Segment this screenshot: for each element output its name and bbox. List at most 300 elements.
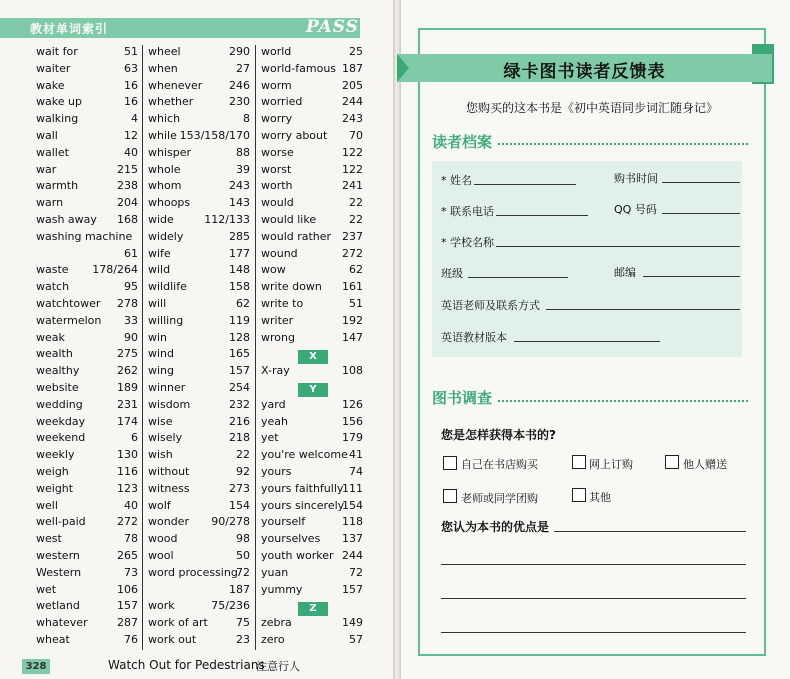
index-word: worst	[261, 162, 292, 176]
index-entry	[148, 314, 250, 330]
index-entry	[148, 549, 250, 565]
advantages-answer-line-3[interactable]	[441, 598, 746, 599]
index-entry	[36, 347, 138, 363]
index-entry	[261, 45, 363, 61]
index-entry	[148, 347, 250, 363]
index-word: watchtower	[36, 297, 101, 310]
index-word: wool	[148, 549, 174, 562]
index-entry	[36, 62, 138, 78]
index-page-ref: 118	[342, 515, 363, 529]
index-word: wild	[148, 263, 171, 277]
index-entry	[261, 280, 363, 296]
index-word: weigh	[36, 465, 69, 478]
index-word: yuan	[261, 565, 289, 579]
book-survey-heading: 图书调查	[432, 389, 493, 407]
index-page-ref: 161	[342, 280, 363, 294]
index-entry	[148, 633, 250, 649]
footer-chinese: 注意行人	[256, 660, 300, 673]
index-page-ref: 154	[229, 498, 250, 512]
footer-english: Watch Out for Pedestrians	[108, 658, 265, 672]
index-word: wildlife	[148, 280, 187, 294]
index-page-ref: 187	[342, 61, 363, 75]
index-entry	[261, 196, 363, 212]
index-entry	[261, 79, 363, 95]
letter-heading-y: Y	[298, 383, 328, 397]
index-entry	[261, 566, 363, 582]
index-page-ref: 75/236	[211, 599, 250, 613]
index-word: whisper	[148, 145, 192, 159]
index-word: wet	[36, 582, 57, 596]
option-bookstore-label: 自己在书店购买	[461, 458, 538, 471]
index-word: would rather	[261, 229, 332, 243]
index-word: win	[148, 330, 168, 344]
index-entry	[36, 599, 138, 615]
index-page-ref: 39	[236, 162, 250, 176]
column-divider-2	[255, 45, 256, 650]
index-page-ref: 90	[124, 330, 138, 344]
index-word: warn	[36, 196, 64, 210]
index-word: wish	[148, 448, 173, 462]
index-page-ref: 254	[229, 381, 250, 394]
index-entry	[261, 95, 363, 111]
option-group-purchase-checkbox[interactable]	[443, 489, 457, 503]
index-page-ref: 12	[124, 129, 138, 142]
index-page-ref: 189	[117, 381, 138, 394]
index-entry	[261, 112, 363, 128]
index-word: work out	[148, 633, 197, 646]
index-page-ref: 165	[229, 347, 250, 361]
index-word: wind	[148, 347, 175, 361]
index-page-ref: 16	[124, 78, 138, 92]
index-entry	[261, 163, 363, 179]
index-entry	[148, 448, 250, 464]
index-word: website	[36, 381, 79, 394]
index-entry	[148, 196, 250, 212]
index-word: wealthy	[36, 364, 80, 378]
index-word: wisdom	[148, 397, 191, 411]
index-word: wrong	[261, 330, 295, 344]
index-page-ref: 74	[349, 465, 363, 478]
index-word: walking	[36, 112, 79, 126]
index-entry	[261, 532, 363, 548]
index-page-ref: 22	[349, 196, 363, 210]
index-word: worth	[261, 179, 293, 193]
index-entry	[148, 599, 250, 615]
index-page-ref: 116	[117, 465, 138, 478]
index-word: whoops	[148, 196, 191, 210]
index-word: wall	[36, 129, 58, 142]
index-word: word processing	[148, 565, 238, 579]
index-word: well-paid	[36, 515, 86, 529]
index-entry	[148, 95, 250, 111]
index-page-ref: 290	[229, 45, 250, 58]
index-entry	[261, 465, 363, 481]
index-entry	[36, 549, 138, 565]
index-word: will	[148, 297, 167, 310]
index-word: whole	[148, 162, 181, 176]
index-page-ref: 156	[342, 414, 363, 428]
index-entry	[261, 297, 363, 313]
index-entry	[148, 213, 250, 229]
index-word: write down	[261, 280, 322, 294]
index-word: yard	[261, 397, 286, 411]
index-page-ref: 232	[229, 397, 250, 411]
index-entry	[261, 633, 363, 649]
index-page-ref: 72	[236, 565, 250, 579]
index-entry	[148, 566, 250, 582]
index-header-title: 教材单词索引	[30, 22, 109, 36]
index-word: wolf	[148, 498, 171, 512]
index-word: yours faithfully	[261, 481, 344, 495]
index-word: world-famous	[261, 61, 337, 75]
index-word: worry about	[261, 129, 328, 142]
index-page-ref: 51	[124, 45, 138, 58]
index-entry	[36, 583, 138, 599]
index-word: worse	[261, 145, 294, 159]
index-entry	[36, 633, 138, 649]
index-page-ref: 265	[117, 549, 138, 562]
index-word: worry	[261, 112, 293, 126]
index-entry	[261, 549, 363, 565]
index-entry	[36, 129, 138, 145]
index-entry	[36, 381, 138, 397]
index-word: work of art	[148, 616, 208, 630]
index-page-ref: 22	[236, 448, 250, 462]
index-entry	[36, 263, 138, 279]
index-word: waiter	[36, 61, 71, 75]
index-page-ref: 108	[342, 364, 363, 378]
index-word: wife	[148, 246, 171, 260]
index-word: worm	[261, 78, 292, 92]
phone-field[interactable]	[496, 215, 588, 216]
index-page-ref: 215	[117, 162, 138, 176]
index-entry	[261, 616, 363, 632]
index-page-ref: 275	[117, 347, 138, 361]
index-page-ref: 137	[342, 532, 363, 546]
advantages-answer-line-4[interactable]	[441, 632, 746, 633]
index-word: witness	[148, 481, 190, 495]
index-page-ref: 63	[124, 61, 138, 75]
index-word: wisely	[148, 431, 183, 445]
index-page-ref: 70	[349, 129, 363, 142]
reader-profile-panel	[432, 161, 742, 357]
index-word: weekly	[36, 448, 75, 462]
index-entry	[148, 79, 250, 95]
index-entry	[261, 499, 363, 515]
index-entry	[36, 280, 138, 296]
index-word: weekend	[36, 431, 86, 445]
index-word: zero	[261, 633, 285, 646]
index-page-ref: 27	[236, 61, 250, 75]
index-page-ref: 278	[117, 297, 138, 310]
index-word: western	[36, 549, 80, 562]
index-entry	[36, 364, 138, 380]
index-page-ref: 16	[124, 95, 138, 109]
reader-profile-divider	[498, 143, 748, 145]
index-entry	[148, 230, 250, 246]
index-word: whenever	[148, 78, 203, 92]
index-page-ref: 147	[342, 330, 363, 344]
index-page-ref: 143	[229, 196, 250, 210]
index-word: warmth	[36, 179, 79, 193]
index-word: widely	[148, 229, 184, 243]
index-page-ref: 41	[349, 448, 363, 462]
index-word: wake	[36, 78, 65, 92]
index-page-ref: 76	[124, 633, 138, 646]
advantages-answer-line-1[interactable]	[554, 531, 746, 532]
option-bookstore-checkbox[interactable]	[443, 456, 457, 470]
index-word: waste	[36, 263, 69, 277]
postcode-label: 邮编	[614, 266, 636, 279]
index-page-ref: 8	[243, 112, 250, 126]
class-field[interactable]	[468, 277, 568, 278]
index-word: world	[261, 45, 292, 58]
index-word: weight	[36, 481, 74, 495]
index-page-ref: 158	[229, 280, 250, 294]
index-word: whether	[148, 95, 194, 109]
index-entry	[148, 583, 250, 599]
index-page-ref: 122	[342, 162, 363, 176]
index-page-ref: 33	[124, 313, 138, 327]
postcode-field[interactable]	[643, 276, 740, 277]
index-page-ref: 126	[342, 397, 363, 411]
index-entry	[36, 196, 138, 212]
index-entry	[261, 431, 363, 447]
index-entry	[36, 314, 138, 330]
index-page-ref: 75	[236, 616, 250, 630]
index-entry	[36, 532, 138, 548]
index-entry	[148, 364, 250, 380]
option-gift-checkbox[interactable]	[665, 455, 679, 469]
purchase-time-label: 购书时间	[614, 172, 658, 185]
index-word: wing	[148, 364, 175, 378]
index-entry	[148, 532, 250, 548]
index-entry	[261, 398, 363, 414]
feedback-form-title: 绿卡图书读者反馈表	[503, 62, 666, 82]
teacher-contact-field[interactable]	[546, 309, 740, 310]
index-page-ref: 40	[124, 498, 138, 512]
index-page-ref: 157	[342, 582, 363, 596]
index-word: wood	[148, 532, 178, 546]
school-field[interactable]	[496, 246, 740, 247]
index-entry	[36, 566, 138, 582]
index-entry	[148, 499, 250, 515]
option-online-checkbox[interactable]	[572, 455, 586, 469]
index-page-ref: 130	[117, 448, 138, 462]
index-page-ref: 187	[229, 582, 250, 596]
page-number: 328	[22, 659, 50, 674]
index-entry	[261, 179, 363, 195]
index-page-ref: 262	[117, 364, 138, 378]
letter-heading-x: X	[298, 350, 328, 364]
index-page-ref: 231	[117, 397, 138, 411]
index-page-ref: 123	[117, 481, 138, 495]
index-word: wheel	[148, 45, 181, 58]
index-word: watch	[36, 280, 70, 294]
option-other-label: 其他	[589, 491, 611, 504]
index-page-ref: 273	[229, 481, 250, 495]
index-word: which	[148, 112, 181, 126]
index-page-ref: 72	[349, 565, 363, 579]
index-word: wheat	[36, 633, 70, 646]
index-entry	[148, 263, 250, 279]
index-entry	[36, 431, 138, 447]
index-page-ref: 178/264	[92, 263, 138, 277]
index-word: wound	[261, 246, 298, 260]
qq-field[interactable]	[662, 213, 740, 214]
index-page-ref: 246	[229, 78, 250, 92]
index-word: yours	[261, 465, 292, 478]
advantages-answer-line-2[interactable]	[441, 564, 746, 565]
book-gutter	[393, 0, 401, 679]
index-word: yummy	[261, 582, 303, 596]
index-page-ref: 243	[342, 112, 363, 126]
index-entry	[36, 515, 138, 531]
index-page-ref: 50	[236, 549, 250, 562]
index-entry	[36, 230, 138, 246]
index-entry	[261, 331, 363, 347]
index-entry	[261, 415, 363, 431]
index-page-ref: 218	[229, 431, 250, 445]
index-entry	[148, 163, 250, 179]
index-word: weekday	[36, 414, 86, 428]
index-page-ref: 272	[342, 246, 363, 260]
index-page-ref: 73	[124, 565, 138, 579]
index-word: yours sincerely	[261, 498, 345, 512]
index-entry	[148, 179, 250, 195]
index-entry	[148, 398, 250, 414]
index-entry	[148, 616, 250, 632]
purchase-time-field[interactable]	[662, 182, 740, 183]
index-page-ref: 62	[236, 297, 250, 310]
index-word: wallet	[36, 145, 69, 159]
index-page-ref: 88	[236, 145, 250, 159]
index-word: Western	[36, 565, 82, 579]
pass-logo: PASS	[306, 17, 359, 37]
option-online-label: 网上订购	[589, 458, 633, 471]
index-word: whom	[148, 179, 182, 193]
index-entry	[148, 146, 250, 162]
index-word: west	[36, 532, 62, 546]
index-page-ref: 243	[229, 179, 250, 193]
index-page-ref: 154	[342, 498, 363, 512]
school-label: * 学校名称	[441, 236, 494, 249]
index-word: washing machine	[36, 229, 133, 243]
index-word: wise	[148, 414, 173, 428]
index-page-ref: 238	[117, 179, 138, 193]
index-word: wait for	[36, 45, 78, 58]
textbook-version-field[interactable]	[514, 341, 660, 342]
index-entry	[36, 45, 138, 61]
index-entry	[261, 314, 363, 330]
index-entry	[36, 146, 138, 162]
index-page-ref: 192	[342, 313, 363, 327]
index-entry	[261, 364, 363, 380]
index-entry	[36, 499, 138, 515]
index-entry	[148, 62, 250, 78]
index-entry	[36, 163, 138, 179]
phone-label: * 联系电话	[441, 205, 494, 218]
index-page-ref: 119	[229, 313, 250, 327]
feedback-form-subtitle: 您购买的这本书是《初中英语同步词汇随身记》	[465, 101, 718, 115]
index-page-ref: 157	[117, 599, 138, 613]
index-word: would like	[261, 213, 317, 226]
index-entry	[148, 247, 250, 263]
index-entry	[36, 79, 138, 95]
index-entry	[148, 415, 250, 431]
index-page-ref: 230	[229, 95, 250, 109]
index-word: zebra	[261, 616, 292, 630]
index-word: weak	[36, 330, 65, 344]
index-page-ref: 6	[131, 431, 138, 445]
index-word: yourselves	[261, 532, 321, 546]
name-field[interactable]	[474, 184, 576, 185]
option-gift-label: 他人赠送	[683, 458, 727, 471]
index-word: without	[148, 465, 190, 478]
index-word: yet	[261, 431, 279, 445]
index-entry	[148, 112, 250, 128]
index-word: well	[36, 498, 58, 512]
index-page-ref: 244	[342, 549, 363, 562]
index-word: wake up	[36, 95, 82, 109]
index-page-ref: 216	[229, 414, 250, 428]
index-word: worried	[261, 95, 303, 109]
index-page-ref: 128	[229, 330, 250, 344]
index-page-ref: 111	[342, 481, 363, 495]
index-page-ref: 177	[229, 246, 250, 260]
index-entry	[36, 398, 138, 414]
index-word: youth worker	[261, 549, 334, 562]
index-word: work	[148, 599, 175, 613]
index-page-ref: 204	[117, 196, 138, 210]
index-page-ref: 62	[349, 263, 363, 277]
index-entry	[148, 465, 250, 481]
index-entry	[36, 448, 138, 464]
index-entry	[261, 482, 363, 498]
index-entry	[36, 297, 138, 313]
index-entry	[148, 431, 250, 447]
index-word: wide	[148, 213, 174, 226]
index-entry	[148, 297, 250, 313]
index-entry	[261, 247, 363, 263]
index-word: wetland	[36, 599, 80, 613]
index-page-ref: 168	[117, 213, 138, 226]
advantages-question: 您认为本书的优点是	[441, 520, 550, 534]
name-label: * 姓名	[441, 174, 472, 187]
index-page-ref: 287	[117, 616, 138, 630]
index-page-ref: 272	[117, 515, 138, 529]
index-page-ref: 174	[117, 414, 138, 428]
book-survey-divider	[498, 400, 748, 402]
option-other-checkbox[interactable]	[572, 488, 586, 502]
index-page-ref: 78	[124, 532, 138, 546]
index-word: writer	[261, 313, 294, 327]
class-label: 班级	[441, 267, 463, 280]
index-entry	[148, 482, 250, 498]
index-word: you're welcome	[261, 448, 348, 462]
option-group-purchase-label: 老师或同学团购	[461, 492, 538, 505]
index-page-ref: 25	[349, 45, 363, 58]
index-page-ref: 95	[124, 280, 138, 294]
index-page-ref: 92	[236, 465, 250, 478]
index-page-ref: 4	[131, 112, 138, 126]
index-page-ref: 205	[342, 78, 363, 92]
index-word: whatever	[36, 616, 88, 630]
index-entry	[261, 230, 363, 246]
index-entry	[261, 62, 363, 78]
index-page-ref: 112/133	[204, 213, 250, 226]
index-page-ref: 122	[342, 145, 363, 159]
